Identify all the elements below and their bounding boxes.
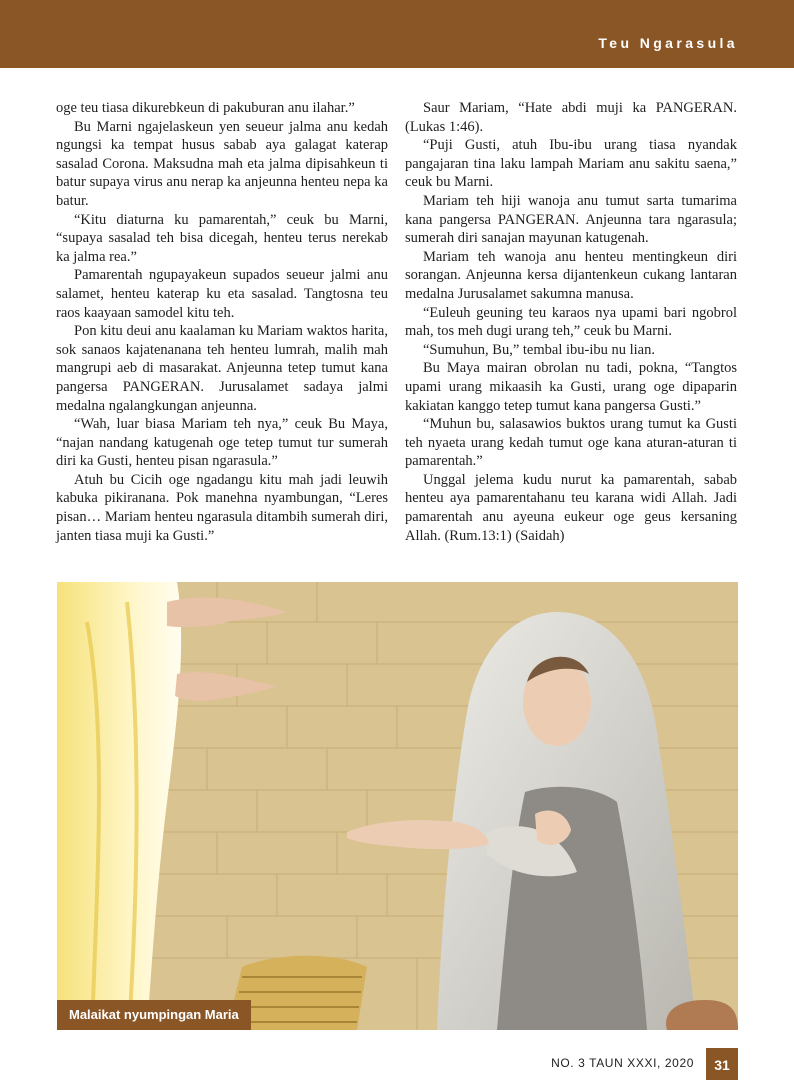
paragraph: Mariam teh wanoja anu henteu mentingkeun diri sorangan. Anjeunna kersa dijantenkeun cukang lantaran medalna Jurusalamet sakumna manusa.: [405, 248, 737, 302]
paragraph: “Sumuhun, Bu,” tembal ibu-ibu nu lian.: [423, 341, 655, 358]
paragraph: “Euleuh geuning teu karaos nya upami bari ngobrol mah, tos meh dugi urang teh,” ceuk bu Marni.: [405, 304, 737, 340]
paragraph: Pamarentah ngupayakeun supados seueur jalmi anu salamet, henteu katerap ku eta sasalad. Tangtosna teu raos kaayaan samodel kitu teh.: [56, 267, 388, 321]
paragraph: “Kitu diaturna ku pamarentah,” ceuk bu Marni, “supaya sasalad teh bisa dicegah, henteu terus nerekab ka jalma rea.”: [56, 211, 388, 265]
right-text-column: [405, 99, 737, 545]
paragraph: “Muhun bu, salasawios buktos urang tumut ka Gusti teh nyaeta urang kedah tumut oge kana aturan-aturan ti pamarentah.”: [405, 416, 737, 470]
paragraph: Saur Mariam, “Hate abdi muji ka PANGERAN. (Lukas 1:46).: [405, 100, 737, 135]
paragraph: Unggal jelema kudu nurut ka pamarentah, sabab henteu aya pamarentahanu teu karana widi Allah. Jadi pamarentah anu ayeuna eukeur oge geus kersaning Allah. (Rum.13:1) (Saidah): [405, 471, 737, 544]
paragraph: Bu Maya mairan obrolan nu tadi, pokna, “Tangtos upami urang mikaasih ka Gusti, urang oge dipaparin kakiatan kanggo tetep tumut kana pangersa Gusti.”: [405, 360, 737, 414]
paragraph: Atuh bu Cicih oge ngadangu kitu mah jadi leuwih kabuka pikiranana. Pok manehna nyambungan, “Leres pisan… Mariam henteu ngarasula ditambih sumerah diri, janten tiasa muji ka Gusti.”: [56, 471, 388, 544]
paragraph: oge teu tiasa dikurebkeun di pakuburan anu ilahar.”: [56, 100, 355, 116]
paragraph: Mariam teh hiji wanoja anu tumut sarta tumarima kana pangersa PANGERAN. Anjeunna tara ngarasula; sumerah diri sanajan mayunan katugenah.: [405, 192, 737, 247]
left-text-column: [56, 99, 388, 545]
paragraph: Pon kitu deui anu kaalaman ku Mariam waktos harita, sok sanaos kajatenanana teh henteu lumrah, malih mah mangrupi aeb di masarakat. Anjeunna tetep tumut kana pangersa PANGERAN. Jurusalamet sadaya jalmi medalna ngalangkungan anjeunna.: [56, 323, 388, 414]
section-title: Teu Ngarasula: [598, 35, 738, 51]
header-band: [0, 0, 794, 68]
page-number: 31: [706, 1048, 738, 1080]
issue-label: NO. 3 TAUN XXXI, 2020: [551, 1056, 694, 1070]
paragraph: “Wah, luar biasa Mariam teh nya,” ceuk Bu Maya, “najan nandang katugenah oge tetep tumut tur sumerah diri ka Gusti, henteu pisan ngarasula.”: [56, 416, 388, 470]
illustration-caption: Malaikat nyumpingan Maria: [57, 1000, 251, 1030]
paragraph: Bu Marni ngajelaskeun yen seueur jalma anu kedah ngungsi ka tempat husus sabab aya galagat katerap sasalad Corona. Maksudna mah eta jalma dipisahkeun ti batur supaya virus anu nerap ka anjeunna henteu nepa ka batur.: [56, 118, 388, 209]
annunciation-illustration: [57, 582, 738, 1030]
paragraph: “Puji Gusti, atuh Ibu-ibu urang tiasa nyandak pangajaran tina laku lampah Mariam anu sakitu saena,” ceuk bu Marni.: [405, 137, 737, 191]
